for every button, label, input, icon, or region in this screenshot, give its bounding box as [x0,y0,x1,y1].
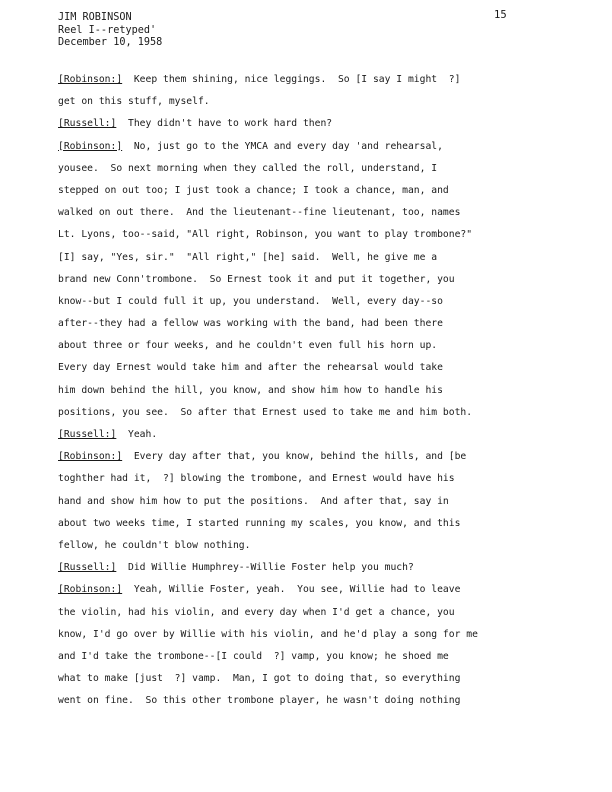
line-text: fellow, he couldn't blow nothing. [58,539,251,551]
line-text: positions, you see. So after that Ernest used to take me and him both. [58,406,473,418]
line-text: walked on out there. And the lieutenant--fine lieutenant, too, names [58,207,461,219]
transcript-line [58,317,558,339]
transcript-line [58,384,558,406]
transcript-line [58,628,558,650]
line-text: what to make [just ?] vamp. Man, I got to doing that, so everything [58,673,461,685]
transcript-line [58,672,558,694]
speaker-label: [Robinson:] [58,74,123,85]
transcript-line [58,450,558,472]
speaker-label: [Robinson:] [58,584,123,596]
speaker-label: [Russell:] [58,562,117,574]
speaker-label: [Robinson:] [58,451,123,463]
line-text: hand and show him how to put the positions. And after that, say in [58,495,449,507]
transcript-line [58,650,558,672]
line-text: went on fine. So this other trombone player, he wasn't doing nothing [58,695,461,707]
line-text: after--they had a fellow was working with the band, had been there [58,318,443,330]
transcript-body [58,73,558,716]
speaker-label: [Russell:] [58,429,117,440]
line-text: stepped on out too; I just took a chance; I took a chance, man, and [58,184,449,196]
transcript-line [58,117,558,139]
transcript-line [58,606,558,628]
line-text: They didn't have to work hard then? [116,118,333,130]
line-text: him down behind the hill, you know, and show him how to handle his [58,384,443,396]
header-name: JIM ROBINSON [58,12,132,23]
line-text: toghther had it, ?] blowing the trombone, and Ernest would have his [58,473,455,485]
transcript-line [58,539,558,561]
speaker-label: [Robinson:] [58,140,123,152]
transcript-line [58,228,558,250]
document-header [58,12,162,50]
transcript-line [58,361,558,383]
line-text: get on this stuff, myself. [58,96,210,108]
transcript-line [58,472,558,494]
line-text: yousee. So next morning when they called the roll, understand, I [58,162,438,174]
transcript-line [58,206,558,228]
line-text: Lt. Lyons, too--said, "All right, Robinson, you want to play trombone?" [58,229,473,241]
line-text: Did Willie Humphrey--Willie Foster help you much? [116,562,414,574]
transcript-line [58,73,558,95]
transcript-line [58,162,558,184]
line-text: about three or four weeks, and he couldn't even full his horn up. [58,340,438,352]
transcript-line [58,583,558,605]
line-text: Yeah, Willie Foster, yeah. You see, Willie had to leave [122,584,461,596]
transcript-line [58,184,558,206]
transcript-line [58,406,558,428]
transcript-line [58,339,558,361]
speaker-label: [Russell:] [58,118,117,130]
line-text: Keep them shining, nice leggings. So [I say I might ?] [122,74,461,85]
line-text: Every day Ernest would take him and after the rehearsal would take [58,362,443,374]
line-text: Every day after that, you know, behind the hills, and [be [122,451,467,463]
transcript-line [58,517,558,539]
transcript-line [58,561,558,583]
line-text: Yeah. [116,429,158,440]
line-text: know--but I could full it up, you understand. Well, every day--so [58,295,443,307]
transcript-line [58,140,558,162]
line-text: No, just go to the YMCA and every day 'and rehearsal, [122,140,443,152]
page-number: 15 [494,9,507,21]
line-text: and I'd take the trombone--[I could ?] vamp, you know; he shoed me [58,650,449,662]
transcript-line [58,428,558,450]
transcript-line [58,273,558,295]
transcript-line [58,251,558,273]
transcript-line [58,95,558,117]
line-text: the violin, had his violin, and every day when I'd get a chance, you [58,606,455,618]
transcript-line [58,295,558,317]
header-date: December 10, 1958 [58,37,163,48]
header-reel: Reel I--retyped' [58,24,157,36]
transcript-line [58,495,558,517]
transcript-line [58,694,558,716]
line-text: brand new Conn'trombone. So Ernest took it and put it together, you [58,273,455,285]
line-text: know, I'd go over by Willie with his violin, and he'd play a song for me [58,628,478,640]
line-text: [I] say, "Yes, sir." "All right," [he] said. Well, he give me a [58,251,438,263]
line-text: about two weeks time, I started running my scales, you know, and this [58,517,461,529]
